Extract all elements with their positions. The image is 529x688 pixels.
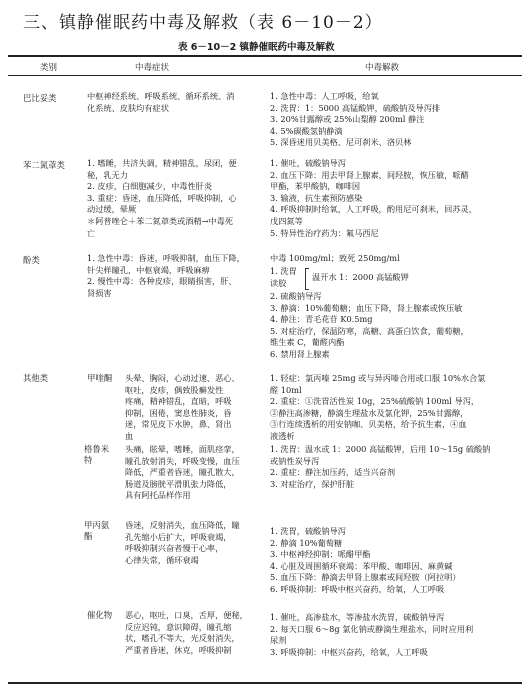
category-benzodiazepine: 苯二氮䓬类 [23,160,65,170]
category-others: 其他类 [23,373,49,383]
treatment-phenothiazine-wash-note: 温开水 1：2000 高锰酸钾 [312,272,409,282]
symptoms-chloral: 头痛，眩晕，嗜睡，面肌痉挛， 瞳孔放射消失，呼吸变慢，血压 降低，严重者昏迷，瞳孔散大， 肠道及膀胱平滑肌张力降低， 具有阿托品样作用 [125,444,240,501]
treatment-meprobamate: 1. 轻症：氯丙嗪 25mg 或与异丙嗪合用或口服 10%水合氯 醛 10ml 2. 重症：①洗胃活性炭 10g，25%硫酸钠 100ml 导泻， ②静注高渗糖，静滴生理盐水及氯化钾，25%甘露醇， ③行连续透析的用安钠咖、贝美格，给予抗生素，④血 液透析 [270,373,486,441]
wash-brace [305,268,309,290]
subcategory-meprobamate: 甲喹酮 [87,373,113,383]
table-top-rule [8,55,522,57]
symptoms-meprobamate: 头晕、胸闷，心动过速、恶心、 呕吐，皮疹，偶致股癣发性 疼痛，精神错乱，直暗，呼吸 抑制，困倦，窦息性肺炎，昏 迷，常见皮下水肿，鼻、肾出 血 [125,373,240,441]
table-bottom-rule [8,682,522,684]
symptoms-phenothiazine: 1. 急性中毒：昏迷，呼吸抑制，血压下降， 针尖样瞳孔，中枢衰竭，呼吸麻痹 2. 慢性中毒：各种皮疹，眼睛损害，肝、 肾损害 [87,253,245,298]
treatment-phenothiazine-wash-2: 读胶 [270,278,287,288]
section-title: 三、镇静催眠药中毒及解救（表 6－10－2） [23,13,383,33]
treatment-benzodiazepine: 1. 催吐，硫酸钠导泻 2. 血压下降：用去甲肾上腺素，间羟胺，恢压敏，哌醋 甲酯，苯甲酸钠，咖啡因 3. 输液，抗生素预防感染 4. 呼吸抑制时给氧，人工呼吸，酌用尼可刹米，回苏灵， 戊四氮等 5. 特异性治疗药为：氟马西尼 [270,158,477,238]
table-caption: 表 6－10－2 镇静催眠药中毒及解救 [178,42,335,53]
treatment-methaqualone: 1. 洗胃，硫酸钠导泻 2. 静滴 10%葡萄糖 3. 中枢神经抑制：哌醋甲酯 4. 心脏及周围循环衰竭：苯甲酸、咖啡因、麻黄碱 5. 血压下降：静滴去甲肾上腺素或间羟胺（阿拉明） 6. 呼吸抑制：呼吸中枢兴奋药，给氧，人工呼吸 [270,526,461,594]
treatment-ethchlorvynol: 1. 催吐，高渗盐水，等渗盐水洗胃，硫酸钠导泻 2. 每天口服 6～8g 氯化钠或静滴生理盐水，同时应用利 尿剂 3. 呼吸抑制：中枢兴奋药，给氧，人工呼吸 [270,612,474,657]
treatment-phenothiazine-dose: 中毒 100mg/ml；致死 250mg/ml [270,253,400,263]
table-header-rule [8,75,522,76]
subcategory-ethchlorvynol: 催化物 [87,610,113,620]
symptoms-methaqualone: 昏迷，反射消失，血压降低，瞳 孔先缩小后扩大，呼吸衰竭， 呼吸抑制兴奋者慢于心率， 心律失常，循环衰竭 [125,520,240,565]
category-phenothiazine: 酚类 [23,255,40,265]
treatment-phenothiazine-rest: 2. 硫酸钠导泻 3. 静滴：10%葡萄糖；血压下降，肾上腺素或恢压敏 4. 静注：青毛花苷 K0.5mg 5. 对症治疗，保温防寒，高糖、高蛋白饮食，葡萄糖， 维生素 C，葡醛内酯 6. 禁用肾上腺素 [270,291,469,359]
symptoms-barbiturate: 中枢神经系统、呼吸系统、循环系统、消 化系统、皮肤均有症状 [87,91,235,113]
symptoms-ethchlorvynol: 恶心，呕吐，口臭，舌厚，便秘， 反应迟钝，意识障碍，瞳孔缩 状，嗜孔不等大，光反射消失， 严重者昏迷，休克，呼吸抑制 [125,610,248,655]
category-barbiturate: 巴比妥类 [23,93,57,103]
subcategory-chloral: 格鲁米特 [84,444,110,465]
subcategory-methaqualone: 甲丙氨酯 [84,520,110,541]
symptoms-benzodiazepine: 1. 嗜睡，共济失调，精神错乱，尿闭，便 秘，乳无力 2. 皮疹，白细胞减少，中毒性肝炎 3. 重症：昏迷，血压降低，呼吸抑制，心 动过缓，晕厥 ＊阿普唑仑＋苯二氮䓬类或酒精→中毒死 亡 [87,158,237,238]
header-category: 类别 [40,63,58,73]
treatment-barbiturate: 1. 急性中毒：人工呼吸，给氧 2. 洗胃：1：5000 高锰酸钾，硫酸钠及导泻排 3. 20%甘露醇或 25%山梨醇 200ml 静注 4. 5%碳酸氢钠静滴 5. 深昏迷用贝美格、尼可刹米、洛贝林 [270,91,441,148]
treatment-chloral: 1. 洗胃：温水或 1：2000 高锰酸钾，后用 10～15g 硫酸钠 或钠性炭导泻 2. 重症：静注加压药，适当兴奋剂 3. 对症治疗，保护肝脏 [270,444,491,489]
header-treatment: 中毒解救 [365,63,400,73]
treatment-phenothiazine-wash: 1. 洗胃 [270,266,297,276]
header-symptoms: 中毒症状 [135,63,170,73]
